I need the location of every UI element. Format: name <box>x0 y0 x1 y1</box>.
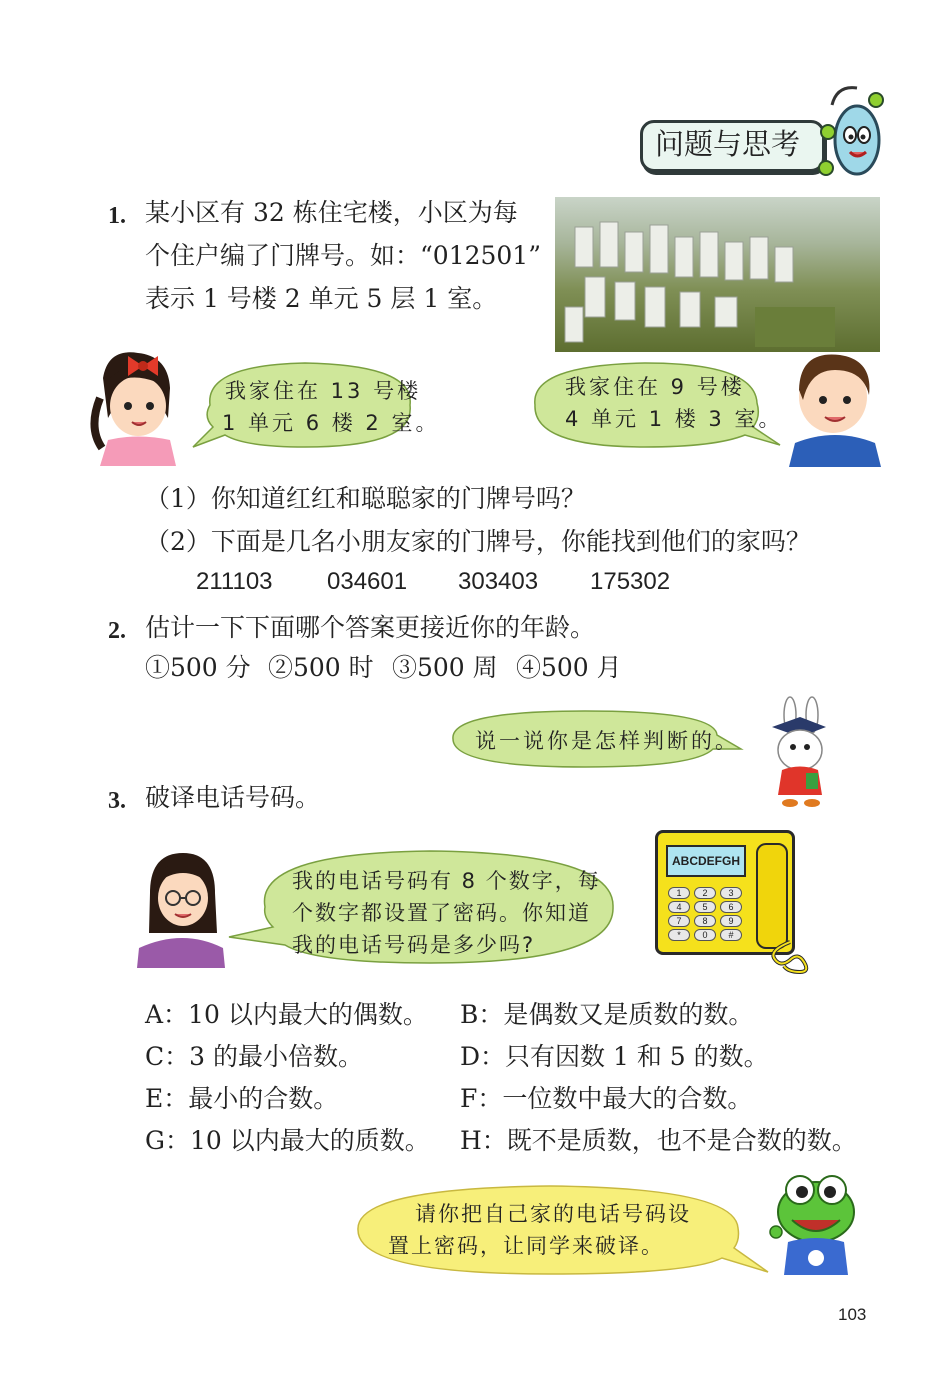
question-2-text: 估计一下下面哪个答案更接近你的年龄。 <box>145 613 596 642</box>
phone-key: 8 <box>694 915 716 927</box>
clue-b: B：是偶数又是质数的数。 <box>460 1000 754 1029</box>
question-3-text: 破译电话号码。 <box>145 783 321 812</box>
question-1-sub-1: （1）你知道红红和聪聪家的门牌号吗？ <box>145 484 586 513</box>
phone-cord-icon <box>760 940 820 975</box>
residential-area-photo <box>555 197 880 352</box>
page-number: 103 <box>838 1305 867 1324</box>
phone-key: 2 <box>694 887 716 899</box>
rabbit-bubble-text: 说一说你是怎样判断的。 <box>475 729 739 753</box>
phone-screen: ABCDEFGH <box>666 845 746 877</box>
rabbit-mascot-illustration <box>760 695 835 813</box>
phone-key: 1 <box>668 887 690 899</box>
phone-key: 4 <box>668 901 690 913</box>
phone-key: 7 <box>668 915 690 927</box>
door-code-2: 034601 <box>327 568 408 595</box>
option-1: ①500 分 <box>145 653 251 682</box>
teacher-bubble-line-3: 我的电话号码是多少吗? <box>292 933 536 957</box>
boy-bubble-line-2: 4 单元 1 楼 3 室。 <box>565 407 783 431</box>
clue-g: G：10 以内最大的质数。 <box>145 1126 430 1155</box>
speech-bubble-girl <box>185 355 425 455</box>
door-code-1: 211103 <box>196 568 273 595</box>
frog-bubble-line-1: 请你把自己家的电话号码设 <box>415 1202 691 1226</box>
section-title: 问题与思考 <box>655 127 801 161</box>
clue-a: A：10 以内最大的偶数。 <box>145 1000 428 1029</box>
boy-congcong-illustration <box>785 345 885 467</box>
frog-bubble-line-2: 置上密码，让同学来破译。 <box>388 1234 664 1258</box>
option-3: ③500 周 <box>392 653 498 682</box>
clue-d: D：只有因数 1 和 5 的数。 <box>460 1042 769 1071</box>
option-4: ④500 月 <box>516 653 622 682</box>
teacher-bubble-line-1: 我的电话号码有 8 个数字，每 <box>292 869 601 893</box>
question-1-line-2: 个住户编了门牌号。如：“012501” <box>145 241 541 270</box>
mouse-mascot-icon <box>812 80 892 190</box>
option-2: ②500 时 <box>268 653 374 682</box>
clue-c: C：3 的最小倍数。 <box>145 1042 363 1071</box>
question-2-number: 2. <box>108 618 126 644</box>
telephone-illustration <box>655 830 795 955</box>
phone-key: 6 <box>720 901 742 913</box>
girl-bubble-line-2: 1 单元 6 楼 2 室。 <box>222 411 440 435</box>
girl-honghong-illustration <box>88 348 183 466</box>
clue-h: H：既不是质数，也不是合数的数。 <box>460 1126 857 1155</box>
question-1-sub-2: （2）下面是几名小朋友家的门牌号，你能找到他们的家吗？ <box>145 527 811 556</box>
clue-f: F：一位数中最大的合数。 <box>460 1084 753 1113</box>
frog-mascot-illustration <box>768 1170 863 1280</box>
clue-e: E：最小的合数。 <box>145 1084 339 1113</box>
phone-handset <box>756 843 788 949</box>
boy-bubble-line-1: 我家住在 9 号楼 <box>565 375 745 399</box>
phone-key: 3 <box>720 887 742 899</box>
phone-keypad <box>668 887 746 941</box>
phone-key: * <box>668 929 690 941</box>
teacher-illustration <box>135 848 225 968</box>
question-1-number: 1. <box>108 203 126 229</box>
door-code-4: 175302 <box>590 568 671 595</box>
phone-key: # <box>720 929 742 941</box>
phone-key: 5 <box>694 901 716 913</box>
girl-bubble-line-1: 我家住在 13 号楼 <box>225 379 422 403</box>
door-code-3: 303403 <box>458 568 539 595</box>
phone-key: 0 <box>694 929 716 941</box>
teacher-bubble-line-2: 个数字都设置了密码。你知道 <box>292 901 591 925</box>
phone-key: 9 <box>720 915 742 927</box>
question-1-line-1: 某小区有 32 栋住宅楼，小区为每 <box>145 198 518 227</box>
question-3-number: 3. <box>108 788 126 814</box>
question-1-line-3: 表示 1 号楼 2 单元 5 层 1 室。 <box>145 284 498 313</box>
